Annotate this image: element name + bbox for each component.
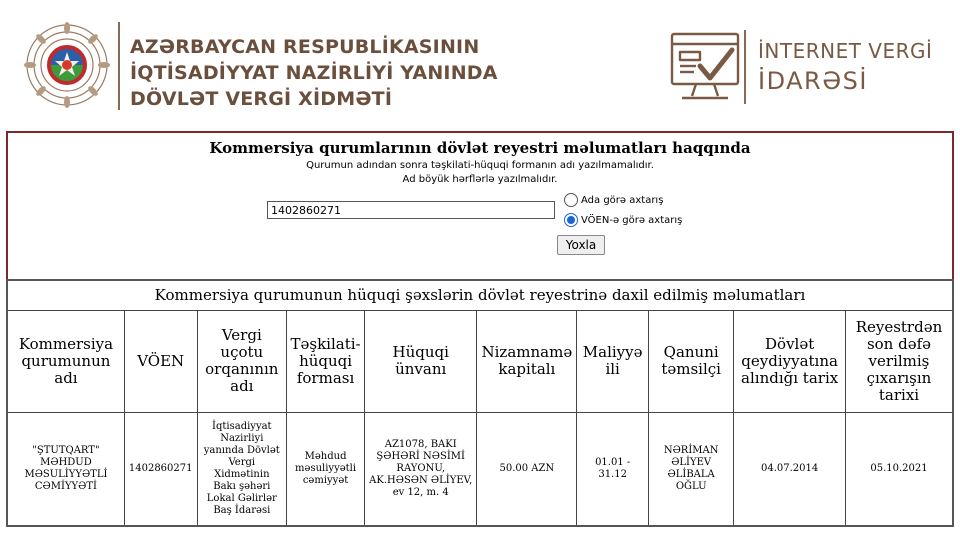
search-by-voen-radio[interactable] <box>564 213 578 227</box>
column-header: Təşkilati-hüquqi forması <box>287 310 365 412</box>
voen-cell: 1402860271 <box>124 412 197 526</box>
organization-title <box>130 34 498 112</box>
form-title: Kommersiya qurumlarının dövlət reyestri məlumatları haqqında <box>209 139 751 157</box>
legal-representative-cell: NƏRİMAN ƏLİYEV ƏLİBALA OĞLU <box>649 412 734 526</box>
column-header: Kommersiya qurumunun adı <box>7 310 124 412</box>
search-by-name-option[interactable] <box>564 193 663 207</box>
column-header: VÖEN <box>124 310 197 412</box>
form-note-2: Ad böyük hərflərlə yazılmalıdır. <box>402 174 558 185</box>
company-name-cell: "ŞTUTQART" MƏHDUD MƏSULİYYƏTLİ CƏMİYYƏTİ <box>7 412 124 526</box>
column-header: Reyestrdən son dəfə verilmiş çıxarışın tarixi <box>845 310 953 412</box>
legal-form-cell: Məhdud məsuliyyətli cəmiyyət <box>287 412 365 526</box>
column-header: Qanuni təmsilçi <box>649 310 734 412</box>
charter-capital-cell: 50.00 AZN <box>477 412 577 526</box>
results-caption: Kommersiya qurumunun hüquqi şəxslərin dövlət reyestrinə daxil edilmiş məlumatları <box>7 280 953 310</box>
last-extract-date-cell: 05.10.2021 <box>845 412 953 526</box>
results-table <box>6 279 954 527</box>
search-by-name-label: Ada görə axtarış <box>581 194 664 206</box>
column-header: Vergi uçotu orqanının adı <box>197 310 287 412</box>
iv-title-line2: İDARƏSİ <box>758 67 868 95</box>
check-button[interactable]: Yoxla <box>557 235 605 255</box>
site-header <box>0 0 960 128</box>
internet-tax-office-title <box>758 36 932 96</box>
search-by-voen-label: VÖEN-ə görə axtarış <box>581 214 683 226</box>
legal-address-cell: AZ1078, BAKI ŞƏHƏRİ NƏSİMİ RAYONU, AK.HƏSƏN ƏLİYEV, ev 12, m. 4 <box>365 412 477 526</box>
computer-check-icon <box>666 24 750 108</box>
iv-title-line1: İNTERNET VERGİ <box>758 39 933 63</box>
search-panel <box>6 131 954 279</box>
column-header: Dövlət qeydiyyatına alındığı tarix <box>734 310 846 412</box>
registration-date-cell: 04.07.2014 <box>734 412 846 526</box>
org-title-line1: AZƏRBAYCAN RESPUBLİKASININ <box>130 36 480 58</box>
tax-authority-cell: İqtisadiyyat Nazirliyi yanında Dövlət Vergi Xidmətinin Bakı şəhəri Lokal Gəlirlər Baş İdarəsi <box>197 412 287 526</box>
search-by-voen-option[interactable] <box>564 213 682 227</box>
column-header: Maliyyə ili <box>577 310 649 412</box>
state-emblem-icon <box>24 22 110 108</box>
column-header: Hüquqi ünvanı <box>365 310 477 412</box>
org-title-line3: DÖVLƏT VERGİ XİDMƏTİ <box>130 88 393 110</box>
results-header-row <box>7 310 953 412</box>
table-row <box>7 412 953 526</box>
org-title-line2: İQTİSADİYYAT NAZİRLİYİ YANINDA <box>130 62 498 84</box>
iv-divider <box>744 30 746 104</box>
header-divider <box>118 22 120 110</box>
column-header: Nizamnamə kapitalı <box>477 310 577 412</box>
search-by-name-radio[interactable] <box>564 193 578 207</box>
form-note-1: Qurumun adından sonra təşkilati-hüquqi formanın adı yazılmamalıdır. <box>306 160 654 171</box>
fiscal-year-cell: 01.01 - 31.12 <box>577 412 649 526</box>
search-input[interactable] <box>267 201 555 219</box>
